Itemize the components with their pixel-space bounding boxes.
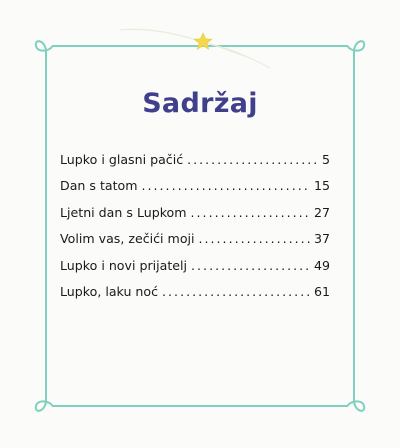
toc-entry-page-number: 61: [313, 283, 330, 299]
toc-entry-title: Lupko, laku noć: [60, 283, 159, 299]
toc-entry: [60, 152, 330, 178]
toc-entry-page-number: 49: [313, 257, 330, 273]
toc-entry-title: Lupko i novi prijatelj: [60, 257, 188, 273]
toc-leader-dots: [187, 152, 318, 167]
toc-entry: [60, 231, 330, 257]
toc-entry-page-number: 15: [313, 178, 330, 194]
toc-entry-title: Volim vas, zečići moji: [60, 231, 195, 247]
toc-entry: [60, 258, 330, 284]
toc-leader-dots: [162, 284, 310, 299]
table-of-contents: [60, 152, 330, 310]
toc-leader-dots: [191, 205, 310, 220]
toc-entry: [60, 284, 330, 310]
toc-leader-dots: [199, 231, 310, 246]
toc-entry-title: Lupko i glasni pačić: [60, 152, 184, 167]
toc-leader-dots: [191, 258, 310, 273]
toc-entry-title: Dan s tatom: [60, 178, 138, 194]
toc-entry: [60, 178, 330, 204]
toc-entry-title: Ljetni dan s Lupkom: [60, 204, 187, 220]
page-title: Sadržaj: [142, 88, 258, 119]
toc-entry: [60, 205, 330, 231]
toc-entry-page-number: 5: [321, 152, 330, 167]
toc-entry-page-number: 37: [313, 231, 330, 247]
toc-entry-page-number: 27: [313, 204, 330, 220]
toc-leader-dots: [142, 178, 310, 193]
